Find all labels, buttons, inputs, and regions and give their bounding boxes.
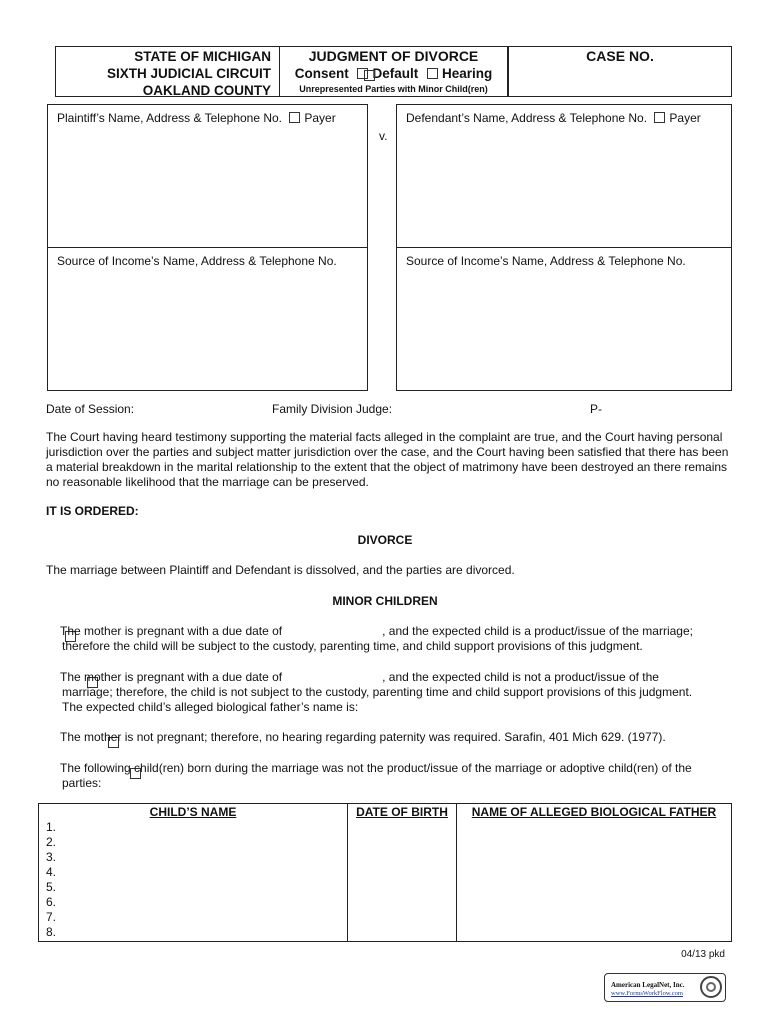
non-marital-children-line-a: The following child(ren) born during the marriage was not the product/issue of the marriage or adoptive child(ren) of the — [60, 761, 692, 775]
minor-children-heading: MINOR CHILDREN — [332, 594, 438, 608]
versus-label: v. — [379, 129, 388, 143]
pregnant-option-2-line-a — [60, 670, 659, 685]
table-row: 6. — [46, 895, 57, 909]
opt2-text-a: The mother is pregnant with a due date of — [60, 670, 283, 684]
divorce-heading: DIVORCE — [357, 533, 413, 547]
checkbox-consent[interactable] — [364, 70, 375, 81]
checkbox-hearing[interactable] — [427, 68, 438, 79]
option-hearing: Hearing — [442, 66, 493, 81]
plaintiff-payer-checkbox[interactable] — [289, 112, 300, 123]
publisher-logo — [604, 973, 726, 1002]
children-table — [38, 803, 732, 942]
plaintiff-box[interactable] — [47, 104, 368, 248]
plaintiff-income-box[interactable] — [47, 247, 368, 391]
defendant-label-row — [397, 105, 731, 125]
option-consent[interactable]: Consent — [294, 66, 349, 81]
table-row: 2. — [46, 835, 57, 849]
table-row: 1. — [46, 820, 57, 834]
case-number-label: CASE NO. — [586, 48, 654, 64]
judge-label: Family Division Judge: — [272, 402, 393, 416]
divorce-text: The marriage between Plaintiff and Defendant is dissolved, and the parties are divorced. — [46, 563, 515, 577]
pregnant-option-2-line-b: marriage; therefore, the child is not subject to the custody, parenting time and child support provisions of this judgment. — [62, 685, 693, 699]
alleged-father-column[interactable] — [457, 804, 732, 942]
publisher-name: American LegalNet, Inc. — [611, 981, 685, 989]
opt2-text-b: , and the expected child is not a product/issue of the — [382, 670, 659, 684]
defendant-label: Defendant’s Name, Address & Telephone No. — [406, 111, 648, 125]
court-state: STATE OF MICHIGAN — [134, 49, 271, 64]
table-row: 5. — [46, 880, 57, 894]
table-row: 7. — [46, 910, 57, 924]
court-county: OAKLAND COUNTY — [142, 83, 271, 98]
alleged-father-header: NAME OF ALLEGED BIOLOGICAL FATHER — [471, 805, 717, 819]
form-title: JUDGMENT OF DIVORCE — [308, 48, 479, 64]
publisher-seal-icon — [700, 976, 722, 998]
opt1-text-a: The mother is pregnant with a due date of — [60, 624, 283, 638]
opt1-text-b: , and the expected child is a product/issue of the marriage; — [382, 624, 693, 638]
court-circuit: SIXTH JUDICIAL CIRCUIT — [106, 66, 271, 81]
court-caption — [55, 46, 279, 97]
pregnant-option-1-line-a — [60, 624, 693, 639]
date-of-session-label: Date of Session: — [46, 402, 135, 416]
form-code: 04/13 pkd — [681, 949, 725, 960]
it-is-ordered: IT IS ORDERED: — [46, 504, 139, 518]
case-number-box[interactable] — [508, 46, 732, 97]
option-default: Default — [372, 66, 419, 81]
child-name-column[interactable] — [39, 804, 348, 942]
publisher-url[interactable]: www.FormsWorkFlow.com — [611, 990, 683, 997]
defendant-income-label: Source of Income’s Name, Address & Telephone No. — [406, 254, 686, 268]
plaintiff-payer-label: Payer — [304, 111, 336, 125]
defendant-payer-checkbox[interactable] — [654, 112, 665, 123]
child-row-numbers — [39, 820, 347, 940]
date-of-birth-column[interactable] — [348, 804, 457, 942]
form-subtitle: Unrepresented Parties with Minor Child(ren) — [299, 84, 488, 94]
findings-paragraph: The Court having heard testimony supporting the material facts alleged in the complaint are true, and the Court having personal jurisdiction over the parties and subject matter jurisdiction over the case, and the Court having been satisfied that there has been a material breakdown in the marital relationship to the extent that the object of matrimony have been destroyed an there remains no reasonable likelihood that the marriage can be preserved. — [46, 430, 729, 489]
bar-number-label: P- — [590, 402, 602, 416]
pregnant-option-2-line-c: The expected child’s alleged biological father’s name is: — [62, 700, 359, 714]
defendant-box[interactable] — [396, 104, 732, 248]
table-row: 3. — [46, 850, 57, 864]
defendant-income-box[interactable] — [396, 247, 732, 391]
non-marital-children-line-b: parties: — [62, 776, 102, 790]
defendant-payer-label: Payer — [669, 111, 701, 125]
form-title-box — [279, 46, 508, 97]
plaintiff-label-row — [48, 105, 367, 125]
not-pregnant-text: The mother is not pregnant; therefore, no hearing regarding paternity was required. Sarafin, 401 Mich 629. (1977). — [60, 730, 666, 744]
child-name-header: CHILD’S NAME — [149, 805, 237, 819]
table-row: 8. — [46, 925, 57, 939]
plaintiff-income-label: Source of Income’s Name, Address & Telephone No. — [57, 254, 337, 268]
pregnant-option-1-line-b: therefore the child will be subject to the custody, parenting time, and child support provisions of this judgment. — [62, 639, 643, 653]
table-row: 4. — [46, 865, 57, 879]
judgment-type-options — [280, 65, 507, 83]
plaintiff-label: Plaintiff’s Name, Address & Telephone No. — [57, 111, 283, 125]
date-of-birth-header: DATE OF BIRTH — [356, 805, 448, 819]
